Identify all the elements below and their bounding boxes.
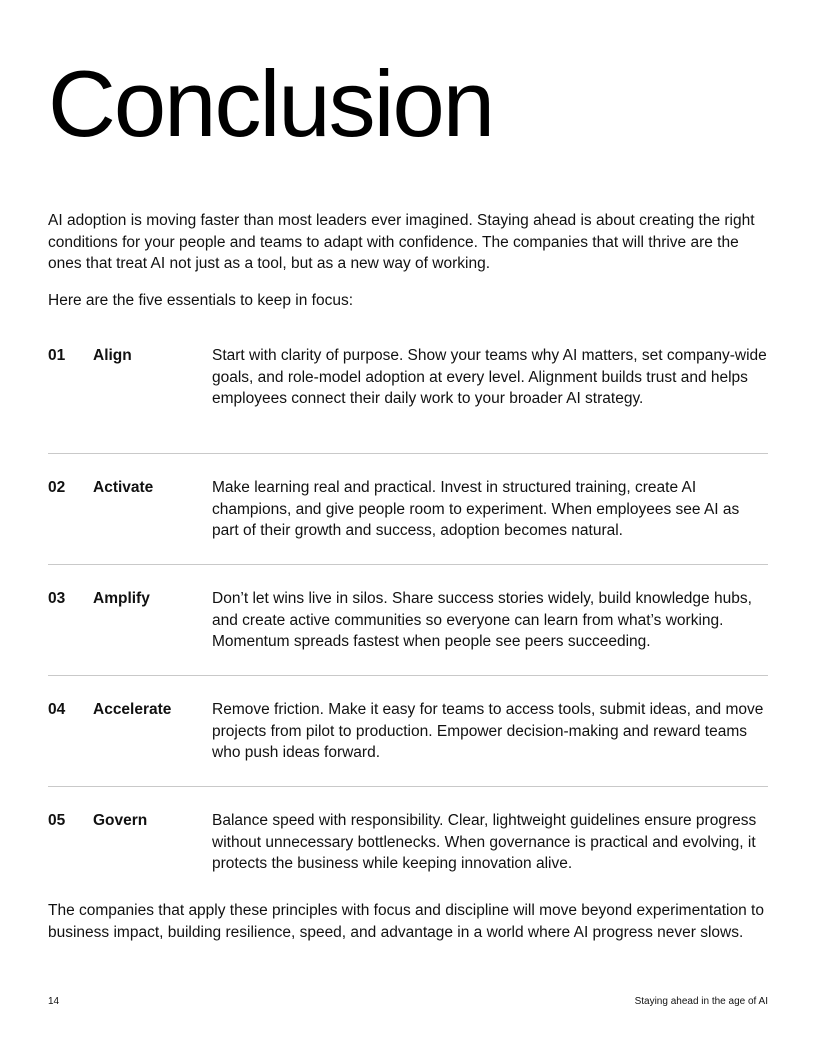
essentials-list <box>48 345 768 898</box>
item-number: 05 <box>48 812 66 829</box>
essential-item <box>48 345 768 454</box>
item-number: 01 <box>48 347 66 364</box>
item-name: Govern <box>93 812 148 829</box>
item-name: Amplify <box>93 590 150 607</box>
item-description: Make learning real and practical. Invest in structured training, create AI champions, and give people room to experiment. When employees see AI as part of their growth and success, adoption becomes natural. <box>212 479 740 539</box>
item-description: Remove friction. Make it easy for teams to access tools, submit ideas, and move projects from pilot to production. Empower decision-making and reward teams who push ideas forward. <box>212 701 764 761</box>
item-number: 02 <box>48 479 66 496</box>
item-description: Balance speed with responsibility. Clear, lightweight guidelines ensure progress without unnecessary bottlenecks. When governance is practical and evolving, it protects the business while keeping innovation alive. <box>212 812 757 872</box>
item-description: Start with clarity of purpose. Show your teams why AI matters, set company-wide goals, and role-model adoption at every level. Alignment builds trust and helps employees connect their daily work to your broader AI strategy. <box>212 347 767 407</box>
item-name: Accelerate <box>93 701 172 718</box>
item-name: Activate <box>93 479 154 496</box>
page <box>48 0 768 1056</box>
lead-paragraph: Here are the five essentials to keep in focus: <box>48 292 353 309</box>
page-title: Conclusion <box>48 51 494 156</box>
item-description: Don’t let wins live in silos. Share success stories widely, build knowledge hubs, and create active communities so everyone can learn from what’s working. Momentum spreads fastest when people see peers succeeding. <box>212 590 752 650</box>
essential-item <box>48 454 768 565</box>
document-title-footer: Staying ahead in the age of AI <box>634 996 768 1007</box>
essential-item <box>48 565 768 676</box>
item-name: Align <box>93 347 132 364</box>
page-number: 14 <box>48 996 60 1007</box>
item-number: 04 <box>48 701 66 718</box>
essential-item <box>48 787 768 898</box>
essential-item <box>48 676 768 787</box>
outro-paragraph: The companies that apply these principles with focus and discipline will move beyond experimentation to business impact, building resilience, speed, and advantage in a world where AI progress never slows. <box>48 902 764 941</box>
item-number: 03 <box>48 590 66 607</box>
intro-paragraph: AI adoption is moving faster than most leaders ever imagined. Staying ahead is about creating the right conditions for your people and teams to adapt with confidence. The companies that will thrive are the ones that treat AI not just as a tool, but as a new way of working. <box>48 212 755 272</box>
